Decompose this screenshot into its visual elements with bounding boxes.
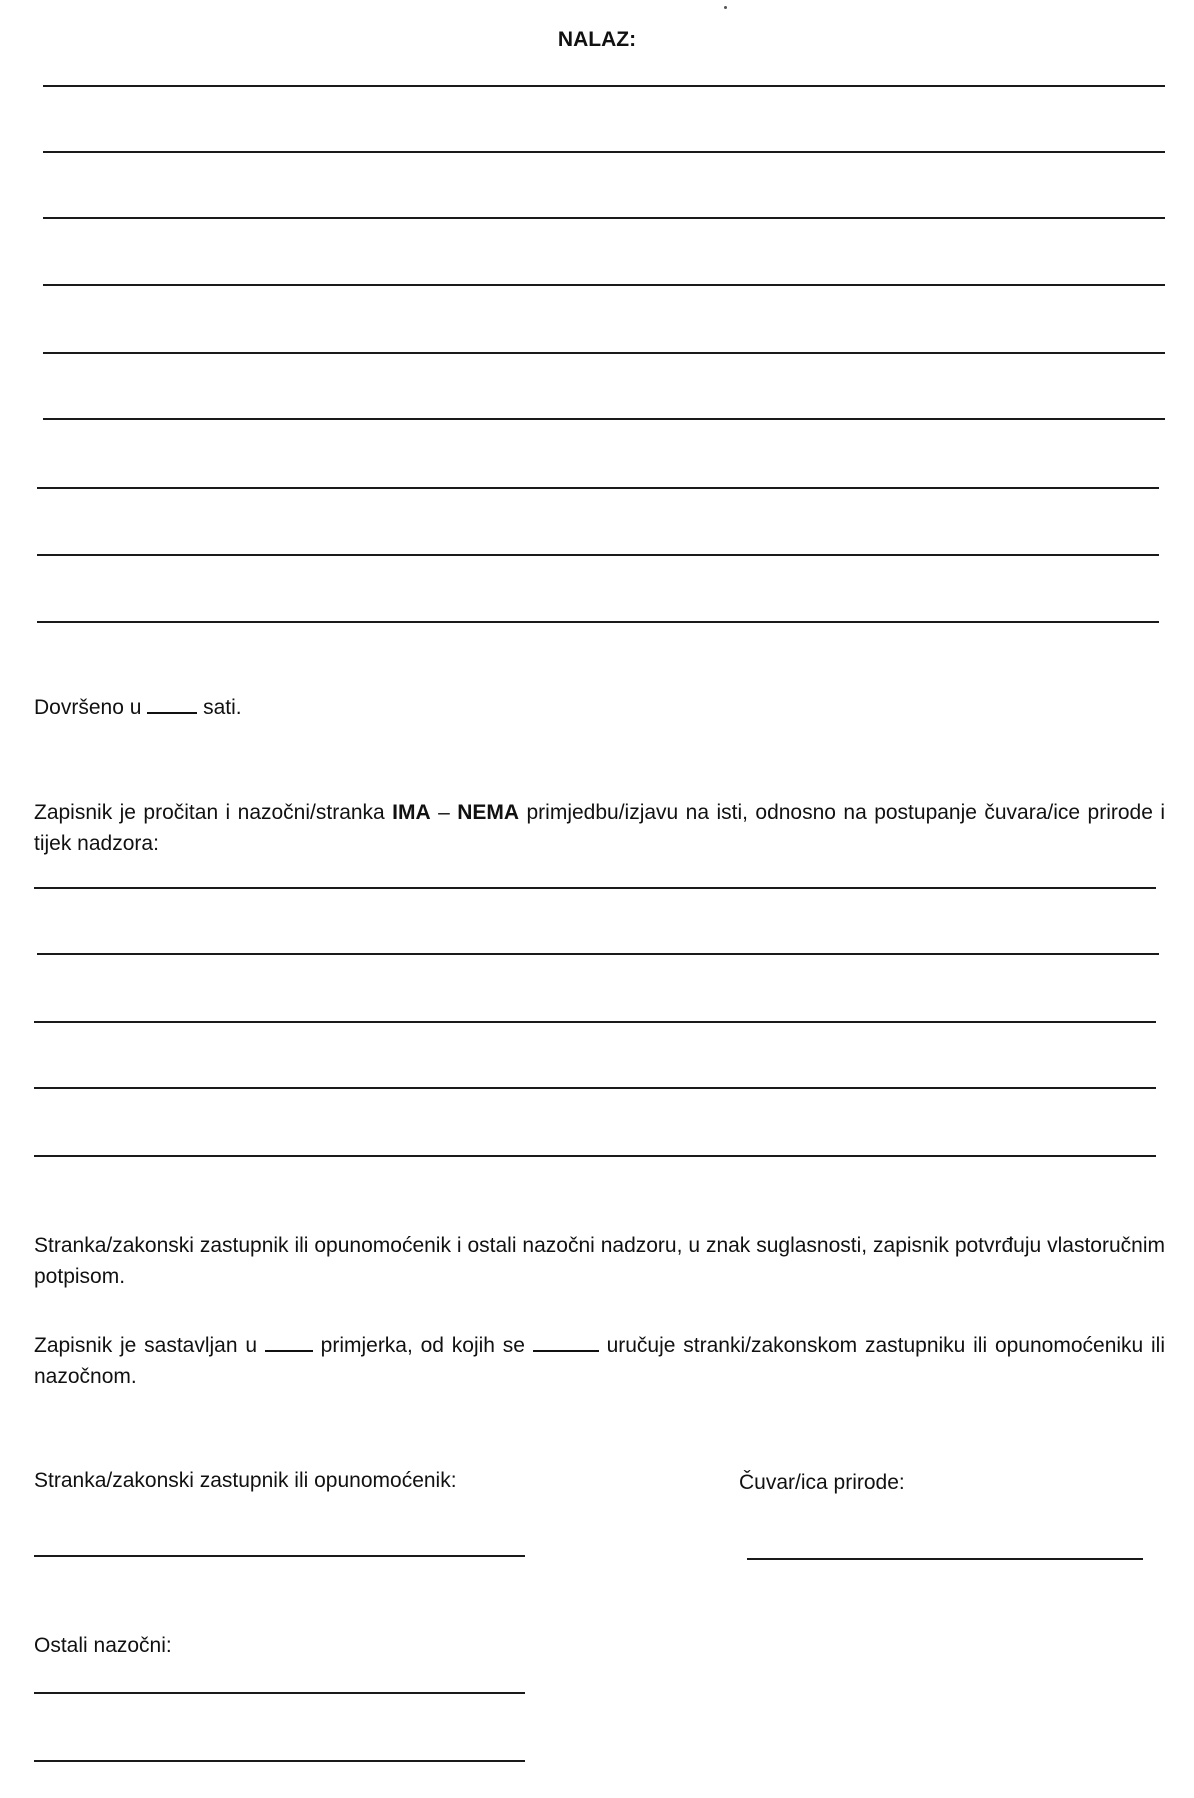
ranger-signature-line[interactable] <box>747 1558 1143 1560</box>
confirmation-paragraph: Stranka/zakonski zastupnik ili opunomoćenik i ostali nazočni nadzoru, u znak suglasnosti, zapisnik potvrđuju vlastoručnim potpisom. <box>34 1234 1165 1288</box>
remarks-paragraph <box>34 797 1165 859</box>
others-signature-line[interactable] <box>34 1760 525 1762</box>
section-title: NALAZ: <box>557 28 637 51</box>
others-signature-line[interactable] <box>34 1692 525 1694</box>
ranger-signature-label: Čuvar/ica prirode: <box>739 1471 905 1494</box>
remarks-line[interactable] <box>34 1087 1156 1089</box>
findings-line[interactable] <box>37 621 1159 623</box>
completed-time <box>34 692 242 723</box>
findings-line[interactable] <box>43 284 1165 286</box>
copies-text-3: uručuje stranki/zakonskom zastupniku ili opunomoćeniku ili nazočnom. <box>34 1334 1166 1388</box>
remarks-text-2: primjedbu/izjavu na isti, odnosno na postupanje čuvara/ice prirode i tijek nadzora: <box>34 801 1165 855</box>
option-nema[interactable]: NEMA <box>457 801 520 824</box>
remarks-line[interactable] <box>34 1155 1156 1157</box>
findings-line[interactable] <box>43 151 1165 153</box>
findings-line[interactable] <box>43 85 1165 87</box>
findings-line[interactable] <box>37 554 1159 556</box>
completed-suffix: sati. <box>203 696 242 719</box>
remarks-line[interactable] <box>37 953 1159 955</box>
findings-line[interactable] <box>37 487 1159 489</box>
hours-blank[interactable] <box>147 694 197 714</box>
scan-speck <box>724 6 727 9</box>
findings-line[interactable] <box>43 352 1165 354</box>
remarks-line[interactable] <box>34 887 1156 889</box>
copies-count-blank[interactable] <box>265 1332 313 1352</box>
copies-text-2: primjerka, od kojih se <box>320 1334 525 1357</box>
option-ima[interactable]: IMA <box>392 801 431 824</box>
delivered-count-blank[interactable] <box>533 1332 599 1352</box>
party-signature-label: Stranka/zakonski zastupnik ili opunomoćenik: <box>34 1469 457 1492</box>
copies-text-1: Zapisnik je sastavljan u <box>34 1334 258 1357</box>
copies-paragraph <box>34 1330 1165 1392</box>
party-signature-line[interactable] <box>34 1555 525 1557</box>
findings-line[interactable] <box>43 217 1165 219</box>
others-signature-label: Ostali nazočni: <box>34 1634 172 1657</box>
remarks-dash: – <box>430 801 458 824</box>
remarks-text: Zapisnik je pročitan i nazočni/stranka <box>34 801 393 824</box>
completed-label: Dovršeno u <box>34 696 142 719</box>
findings-line[interactable] <box>43 418 1165 420</box>
remarks-line[interactable] <box>34 1021 1156 1023</box>
